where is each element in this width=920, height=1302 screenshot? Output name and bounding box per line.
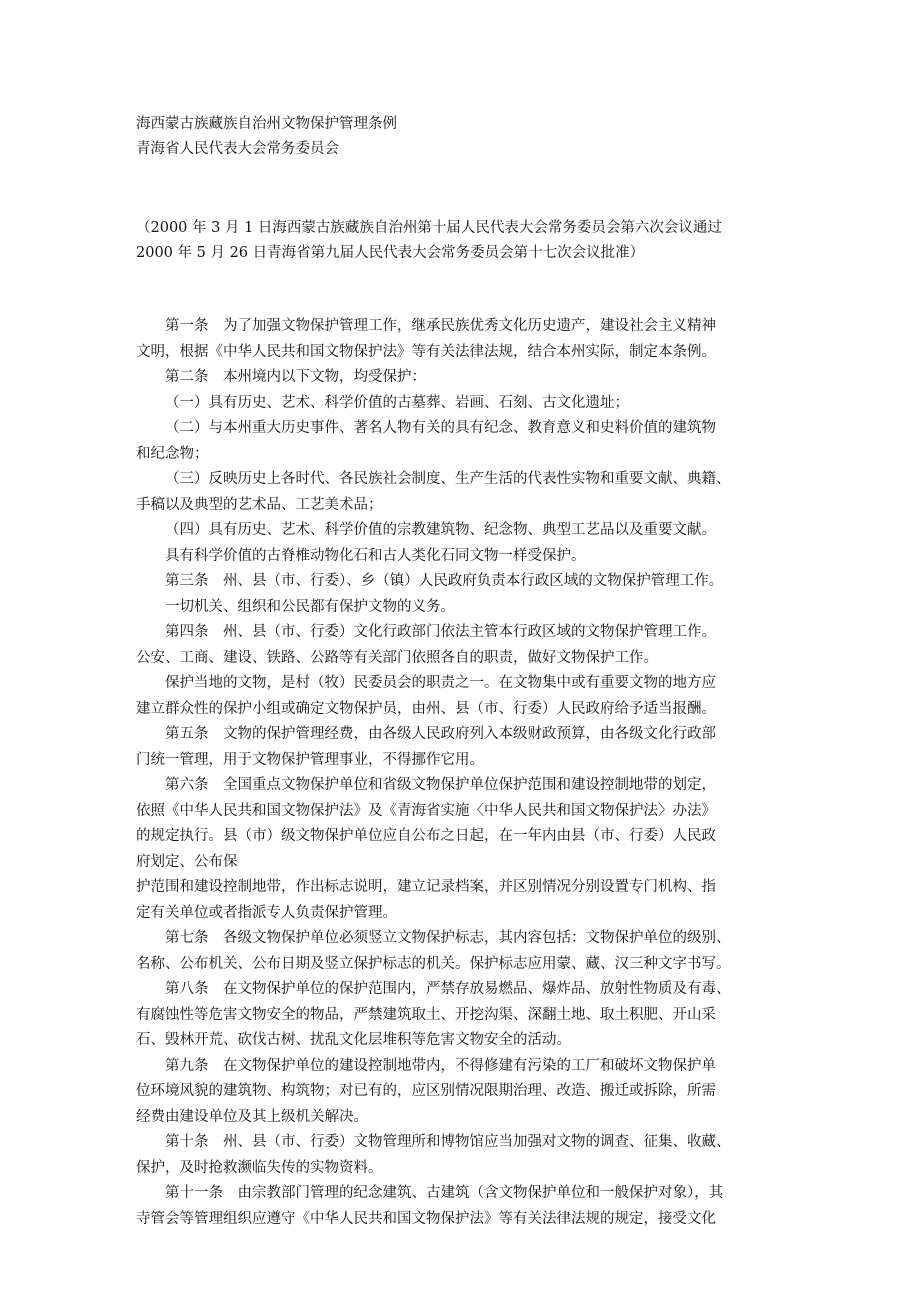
article-2-line-1: 第二条 本州境内以下文物，均受保护： <box>165 369 426 385</box>
article-11-line-1: 第十一条 由宗教部门管理的纪念建筑、古建筑（含文物保护单位和一般保护对象），其 <box>165 1185 724 1201</box>
article-4-line-3: 保护当地的文物，是村（牧）民委员会的职责之一。在文物集中或有重要文物的地方应 <box>165 675 716 691</box>
document-page <box>136 112 786 1232</box>
article-2-item-1: （一）具有历史、艺术、科学价值的古墓葬、岩画、石刻、古文化遗址； <box>165 394 629 411</box>
article-3-line-1: 第三条 州、县（市、行委）、乡（镇）人民政府负责本行政区域的文物保护管理工作。 <box>165 573 724 589</box>
adoption-note-line-2: 2000 年 5 月 26 日青海省第九届人民代表大会常务委员会第十七次会议批准） <box>136 245 645 261</box>
article-8-line-1: 第八条 在文物保护单位的保护范围内，严禁存放易燃品、爆炸品、放射性物质及有毒、 <box>165 981 731 997</box>
article-1-line-2: 文明，根据《中华人民共和国文物保护法》等有关法律法规，结合本州实际，制定本条例。 <box>136 343 716 360</box>
article-2-fossils: 具有科学价值的古脊椎动物化石和古人类化石同文物一样受保护。 <box>165 547 586 564</box>
article-8-line-3: 石、毁林开荒、砍伐古树、扰乱文化层堆积等危害文物安全的活动。 <box>136 1032 571 1048</box>
article-10-line-2: 保护，及时抢救濒临失传的实物资料。 <box>136 1159 383 1176</box>
article-4-line-1: 第四条 州、县（市、行委）文化行政部门依法主管本行政区域的文物保护管理工作。 <box>165 624 716 640</box>
article-5-line-1: 第五条 文物的保护管理经费，由各级人民政府列入本级财政预算，由各级文化行政部 <box>165 726 716 742</box>
article-2-item-3-line-1: （三）反映历史上各时代、各民族社会制度、生产生活的代表性实物和重要文献、典籍、 <box>165 471 731 487</box>
article-6-line-3: 的规定执行。县（市）级文物保护单位应自公布之日起，在一年内由县（市、行委）人民政 <box>136 828 716 844</box>
article-6-line-4: 府划定、公布保 <box>136 853 238 870</box>
article-8-line-2: 有腐蚀性等危害文物安全的物品，严禁建筑取土、开挖沟渠、深翻土地、取土积肥、开山采 <box>136 1006 716 1023</box>
article-7-line-1: 第七条 各级文物保护单位必须竖立文物保护标志，其内容包括：文物保护单位的级别、 <box>165 930 731 946</box>
article-7-line-2: 名称、公布机关、公布日期及竖立保护标志的机关。保护标志应用蒙、藏、汉三种文字书写。 <box>136 955 731 972</box>
article-6-line-2: 依照《中华人民共和国文物保护法》及《青海省实施〈中华人民共和国文物保护法〉办法》 <box>136 802 716 819</box>
article-6-line-6: 定有关单位或者指派专人负责保护管理。 <box>136 904 397 921</box>
adoption-note-line-1: （2000 年 3 月 1 日海西蒙古族藏族自治州第十届人民代表大会常务委员会第六次会议通过 <box>136 220 722 236</box>
spacer <box>136 266 786 314</box>
article-4-line-2: 公安、工商、建设、铁路、公路等有关部门依照各自的职责，做好文物保护工作。 <box>136 649 658 666</box>
article-2-item-2-line-2: 和纪念物； <box>136 445 209 462</box>
article-6-line-1: 第六条 全国重点文物保护单位和省级文物保护单位保护范围和建设控制地带的划定， <box>165 777 716 793</box>
document-issuer: 青海省人民代表大会常务委员会 <box>136 141 339 157</box>
article-9-line-3: 经费由建设单位及其上级机关解决。 <box>136 1108 368 1125</box>
article-10-line-1: 第十条 州、县（市、行委）文物管理所和博物馆应当加强对文物的调查、征集、收藏、 <box>165 1134 731 1150</box>
article-4-line-4: 建立群众性的保护小组或确定文物保护员，由州、县（市、行委）人民政府给予适当报酬。 <box>136 700 716 717</box>
article-2-item-3-line-2: 手稿以及典型的艺术品、工艺美术品； <box>136 496 383 513</box>
article-2-item-2-line-1: （二）与本州重大历史事件、著名人物有关的具有纪念、教育意义和史料价值的建筑物 <box>165 420 716 436</box>
article-6-line-5: 护范围和建设控制地带，作出标志说明，建立记录档案，并区别情况分别设置专门机构、指 <box>136 879 716 895</box>
article-1-line-1: 第一条 为了加强文物保护管理工作，继承民族优秀文化历史遗产，建设社会主义精神 <box>165 318 716 334</box>
article-9-line-1: 第九条 在文物保护单位的建设控制地带内，不得修建有污染的工厂和破坏文物保护单 <box>165 1057 716 1074</box>
article-3-line-2: 一切机关、组织和公民都有保护文物的义务。 <box>165 598 455 615</box>
article-2-item-4: （四）具有历史、艺术、科学价值的宗教建筑物、纪念物、典型工艺品以及重要文献。 <box>165 522 716 538</box>
article-5-line-2: 门统一管理，用于文物保护管理事业，不得挪作它用。 <box>136 751 484 768</box>
document-title: 海西蒙古族藏族自治州文物保护管理条例 <box>136 116 397 132</box>
article-9-line-2: 位环境风貌的建筑物、构筑物；对已有的，应区别情况限期治理、改造、搬迁或拆除，所需 <box>136 1083 716 1099</box>
spacer <box>136 162 786 216</box>
article-11-line-2: 寺管会等管理组织应遵守《中华人民共和国文物保护法》等有关法律法规的规定，接受文化 <box>136 1210 716 1227</box>
